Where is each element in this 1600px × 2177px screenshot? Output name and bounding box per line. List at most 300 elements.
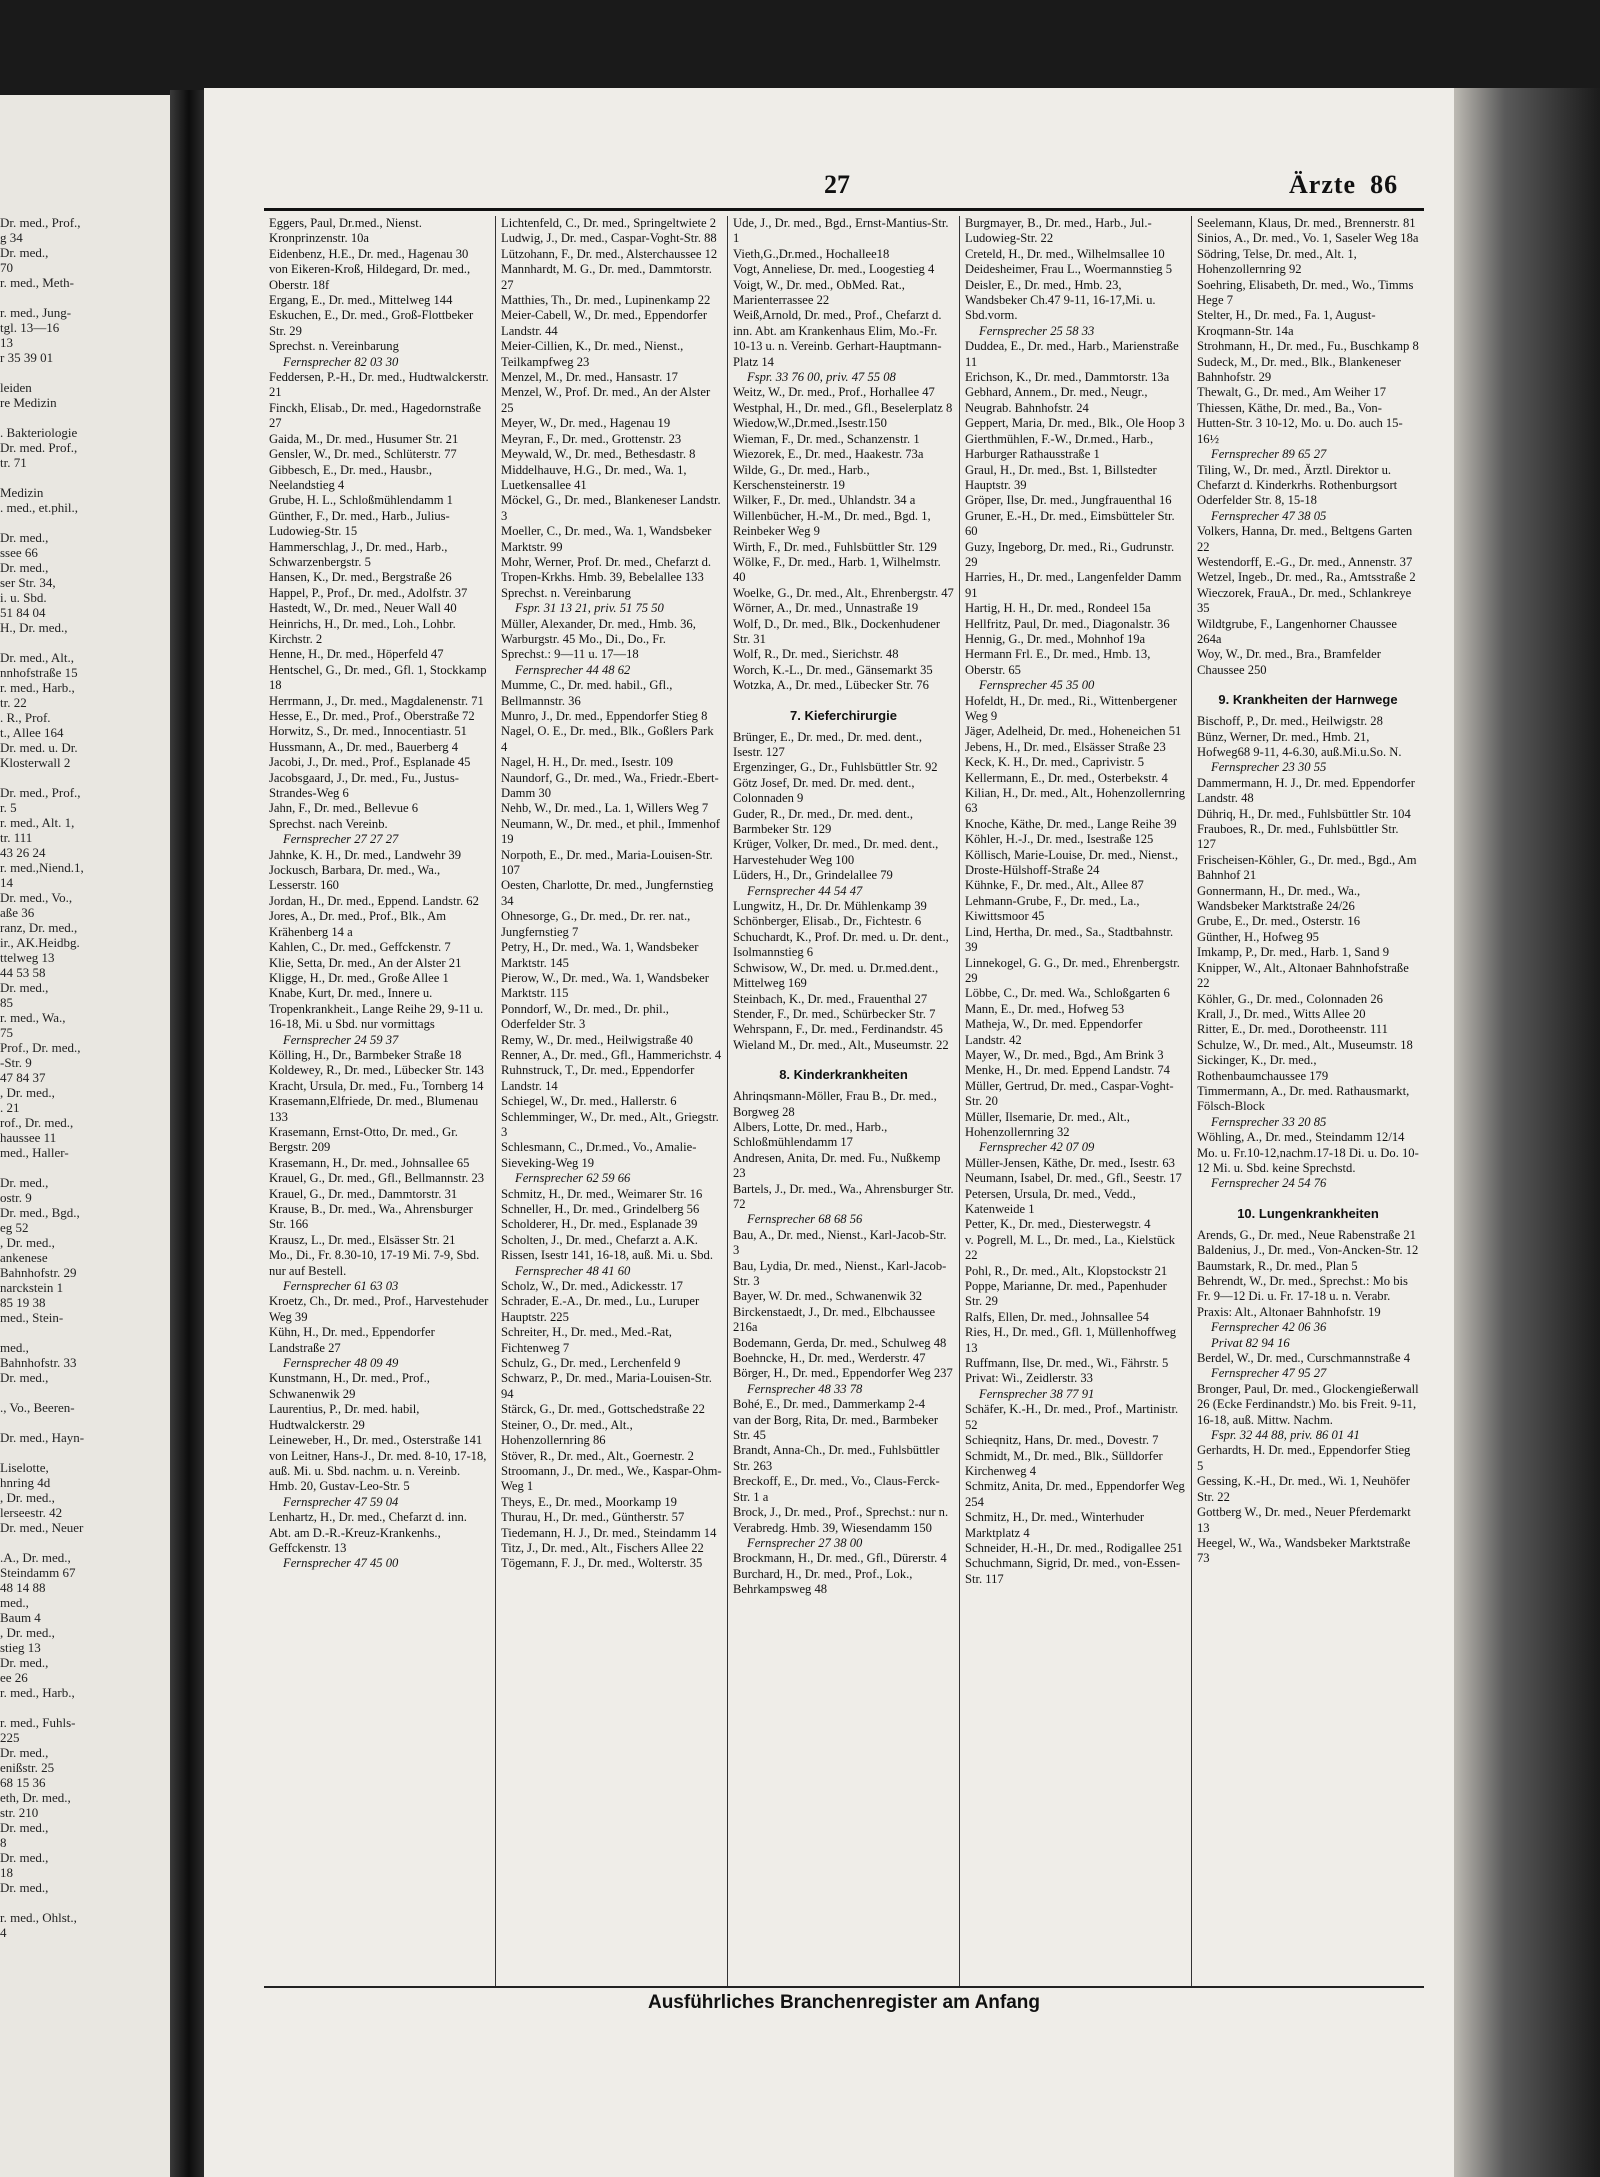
- listing-entry: Ruhnstruck, T., Dr. med., Eppendorfer Landstr. 14: [501, 1063, 695, 1093]
- left-page-line: . Bakteriologie: [0, 425, 78, 440]
- left-page-line: Bahnhofstr. 29: [0, 1265, 77, 1280]
- listing-entry: Wotzka, A., Dr. med., Lübecker Str. 76: [733, 678, 929, 693]
- left-page-line: [0, 1160, 168, 1175]
- left-page-line: Dr. med.,: [0, 1850, 49, 1865]
- listing-entry: Wöhling, A., Dr. med., Steindamm 12/14 Mo. u. Fr.10-12,nachm.17-18 Di. u. Do. 10-12 Mi. u. Sbd. keine Sprechstd.: [1197, 1130, 1419, 1175]
- left-page-line: [0, 1895, 168, 1910]
- listing-entry: Börger, H., Dr. med., Eppendorfer Weg 237: [733, 1366, 953, 1381]
- left-page-line: 48 14 88: [0, 1580, 46, 1595]
- listing-entry: Kölling, H., Dr., Barmbeker Straße 18: [269, 1047, 462, 1062]
- section-number: 86: [1370, 170, 1399, 199]
- listing-entry: Jahnke, K. H., Dr. med., Landwehr 39: [269, 847, 462, 862]
- listing-entry: Schlemminger, W., Dr. med., Alt., Griegstr. 3: [501, 1109, 719, 1139]
- left-page-line: Dr. med.,: [0, 1820, 49, 1835]
- listing-entry: Knipper, W., Alt., Altonaer Bahnhofstraße 22: [1197, 960, 1409, 991]
- listing-entry: Hentschel, G., Dr. med., Gfl. 1, Stockkamp 18: [269, 662, 487, 693]
- phone-line: Fernsprecher 48 41 60: [515, 1263, 631, 1278]
- listing-entry: Sickinger, K., Dr. med., Rothenbaumchaussee 179: [1197, 1053, 1329, 1083]
- listing-entry: Müller-Jensen, Käthe, Dr. med., Isestr. 63: [965, 1155, 1175, 1170]
- left-page-line: -Str. 9: [0, 1055, 32, 1070]
- listing-entry: Thurau, H., Dr. med., Güntherstr. 57: [501, 1510, 685, 1525]
- listing-entry: Krall, J., Dr. med., Witts Allee 20: [1197, 1006, 1366, 1021]
- left-page-line: med., Haller-: [0, 1145, 69, 1160]
- left-page-line: Dr. med., Prof.,: [0, 215, 81, 230]
- listing-entry: Wetzel, Ingeb., Dr. med., Ra., Amtsstraße 2: [1197, 570, 1416, 585]
- listing-entry: Grube, H. L., Schloßmühlendamm 1: [269, 493, 453, 508]
- listing-entry: Krausz, L., Dr. med., Elsässer Str. 21: [269, 1232, 456, 1247]
- listing-entry: Westphal, H., Dr. med., Gfl., Beselerplatz 8: [733, 400, 953, 415]
- listing-entry: Ude, J., Dr. med., Bgd., Ernst-Mantius-Str. 1: [733, 216, 949, 246]
- left-page-line: r. med., Wa.,: [0, 1010, 66, 1025]
- listing-entry: Schiegel, W., Dr. med., Hallerstr. 6: [501, 1094, 677, 1109]
- left-page-line: 44 53 58: [0, 965, 46, 980]
- left-page-line: . 21: [0, 1100, 20, 1115]
- listing-entry: Ahrinqsmann-Möller, Frau B., Dr. med., Borgweg 28: [733, 1089, 937, 1119]
- phone-line: Fernsprecher 33 20 85: [1211, 1114, 1327, 1129]
- left-page-line: [0, 1535, 168, 1550]
- left-page-line: Dr. med., Bgd.,: [0, 1205, 80, 1220]
- column-4: [960, 216, 1192, 1988]
- listing-entry: Imkamp, P., Dr. med., Harb. 1, Sand 9: [1197, 945, 1390, 960]
- listing-entry: Bischoff, P., Dr. med., Heilwigstr. 28: [1197, 714, 1383, 729]
- listing-entry: Schäfer, K.-H., Dr. med., Prof., Martinistr. 52: [965, 1402, 1179, 1432]
- left-page-line: 43 26 24: [0, 845, 46, 860]
- listing-entry: Schulze, W., Dr. med., Alt., Museumstr. 18: [1197, 1037, 1413, 1052]
- listing-entry: Ries, H., Dr. med., Gfl. 1, Müllenhoffweg 13: [965, 1325, 1177, 1355]
- phone-line: Fernsprecher 89 65 27: [1211, 447, 1327, 462]
- left-page-line: [0, 290, 168, 305]
- listing-entry: Baumstark, R., Dr. med., Plan 5: [1197, 1258, 1358, 1273]
- listing-entry: Wieland M., Dr. med., Alt., Museumstr. 22: [733, 1037, 949, 1052]
- listing-entry: Wildtgrube, F., Langenhorner Chaussee 264a: [1197, 616, 1397, 646]
- listing-entry: Stelter, H., Dr. med., Fa. 1, August-Kroqmann-Str. 14a: [1197, 308, 1376, 338]
- listing-entry: Tiedemann, H. J., Dr. med., Steindamm 14: [501, 1525, 717, 1540]
- listing-entry: Thiessen, Käthe, Dr. med., Ba., Von-Hutten-Str. 3 10-12, Mo. u. Do. auch 15-16½: [1197, 400, 1403, 446]
- left-page-line: r. med., Harb.,: [0, 680, 75, 695]
- listing-entry: Laurentius, P., Dr. med. habil, Hudtwalckerstr. 29: [269, 1402, 420, 1432]
- listing-entry: Sprechst. n. Vereinbarung: [269, 339, 399, 354]
- left-page-line: [0, 365, 168, 380]
- listing-entry: Hesse, E., Dr. med., Prof., Oberstraße 72: [269, 709, 475, 723]
- left-page-line: med.,: [0, 1340, 29, 1355]
- left-page-line: Steindamm 67: [0, 1565, 76, 1580]
- listing-entry: Vieth,G.,Dr.med., Hochallee18: [733, 246, 890, 261]
- listing-entry: Menzel, W., Prof. Dr. med., An der Alster 25: [501, 385, 711, 415]
- phone-line: Fernsprecher 68 68 56: [747, 1212, 863, 1227]
- phone-line: Fernsprecher 27 27 27: [283, 832, 399, 847]
- listing-entry: Schwisow, W., Dr. med. u. Dr.med.dent., Mittelweg 169: [733, 960, 939, 991]
- listing-entry: Dühriq, H., Dr. med., Fuhlsbüttler Str. 104: [1197, 806, 1411, 821]
- listing-entry: Menke, H., Dr. med. Eppend Landstr. 74: [965, 1063, 1170, 1078]
- listing-columns: [264, 216, 1424, 1988]
- listing-entry: Kracht, Ursula, Dr. med., Fu., Tornberg 14: [269, 1078, 484, 1093]
- listing-entry: Kunstmann, H., Dr. med., Prof., Schwanenwik 29: [269, 1371, 430, 1401]
- listing-entry: Herrmann, J., Dr. med., Magdalenenstr. 71: [269, 693, 484, 708]
- listing-entry: Feddersen, P.-H., Dr. med., Hudtwalckerstr. 21: [269, 370, 489, 400]
- listing-entry: van der Borg, Rita, Dr. med., Barmbeker Str. 45: [733, 1412, 939, 1443]
- listing-entry: Bodemann, Gerda, Dr. med., Schulweg 48: [733, 1335, 947, 1350]
- column-3: [728, 216, 960, 1988]
- listing-entry: Stender, F., Dr. med., Schürbecker Str. 7: [733, 1006, 936, 1021]
- left-page-line: H., Dr. med.,: [0, 620, 68, 635]
- listing-entry: Kilian, H., Dr. med., Alt., Hohenzollernring 63: [965, 786, 1186, 816]
- left-page-line: tr. 71: [0, 455, 27, 470]
- listing-entry: Ergenzinger, G., Dr., Fuhlsbüttler Str. 92: [733, 760, 938, 775]
- listing-entry: Müller, Gertrud, Dr. med., Caspar-Voght-Str. 20: [965, 1078, 1174, 1109]
- listing-entry: Knoche, Käthe, Dr. med., Lange Reihe 39: [965, 816, 1177, 831]
- listing-entry: Andresen, Anita, Dr. med. Fu., Nußkemp 23: [733, 1150, 941, 1181]
- left-page-line: eg 52: [0, 1220, 29, 1235]
- listing-entry: Wieman, F., Dr. med., Schanzenstr. 1: [733, 431, 920, 446]
- listing-entry: Frischeisen-Köhler, G., Dr. med., Bgd., Am Bahnhof 21: [1197, 852, 1417, 883]
- left-page-line: Dr. med., Alt.,: [0, 650, 75, 665]
- phone-line: Fspr. 31 13 21, priv. 51 75 50: [515, 601, 664, 616]
- listing-entry: Hennig, G., Dr. med., Mohnhof 19a: [965, 631, 1146, 646]
- listing-entry: von Leitner, Hans-J., Dr. med. 8-10, 17-18, auß. Mi. u. Sbd. nachm. u. n. Vereinb. Hmb. 20, Gustav-Leo-Str. 5: [269, 1448, 487, 1494]
- left-page-line: med., Stein-: [0, 1310, 64, 1325]
- phone-line: Privat 82 94 16: [1211, 1335, 1290, 1350]
- listing-entry: Willenbücher, H.-M., Dr. med., Bgd. 1, Reinbeker Weg 9: [733, 508, 931, 539]
- column-2: [496, 216, 728, 1988]
- left-page-line: [0, 635, 168, 650]
- listing-entry: Lind, Hertha, Dr. med., Sa., Stadtbahnstr. 39: [965, 924, 1174, 955]
- left-page-line: . med., et.phil.,: [0, 500, 78, 515]
- listing-entry: Brünger, E., Dr. med., Dr. med. dent., Isestr. 127: [733, 729, 923, 759]
- listing-entry: Deisler, E., Dr. med., Hmb. 23, Wandsbeker Ch.47 9-11, 16-17,Mi. u. Sbd.vorm.: [965, 277, 1156, 323]
- listing-entry: Stroomann, J., Dr. med., We., Kaspar-Ohm-Weg 1: [501, 1463, 722, 1494]
- listing-entry: Burchard, H., Dr. med., Prof., Lok., Behrkampsweg 48: [733, 1566, 913, 1597]
- left-page-line: ostr. 9: [0, 1190, 32, 1205]
- listing-entry: Strohmann, H., Dr. med., Fu., Buschkamp 8: [1197, 339, 1419, 354]
- listing-entry: Tögemann, F. J., Dr. med., Wolterstr. 35: [501, 1556, 703, 1571]
- listing-entry: Kellermann, E., Dr. med., Osterbekstr. 4: [965, 770, 1168, 785]
- listing-entry: Gaida, M., Dr. med., Husumer Str. 21: [269, 431, 459, 446]
- listing-entry: Krüger, Volker, Dr. med., Dr. med. dent., Harvestehuder Weg 100: [733, 837, 939, 867]
- left-page-line: Klosterwall 2: [0, 755, 71, 770]
- listing-entry: Koldewey, R., Dr. med., Lübecker Str. 143: [269, 1063, 484, 1078]
- listing-entry: Brockmann, H., Dr. med., Gfl., Dürerstr. 4: [733, 1551, 947, 1566]
- listing-entry: Guder, R., Dr. med., Dr. med. dent., Barmbeker Str. 129: [733, 806, 913, 837]
- listing-entry: Boehncke, H., Dr. med., Werderstr. 47: [733, 1351, 926, 1366]
- listing-entry: Müller, Alexander, Dr. med., Hmb. 36, Warburgstr. 45 Mo., Di., Do., Fr.: [501, 616, 696, 646]
- listing-entry: Graul, H., Dr. med., Bst. 1, Billstedter Hauptstr. 39: [965, 462, 1157, 492]
- left-page-line: g 34: [0, 230, 23, 245]
- listing-entry: Köhler, G., Dr. med., Colonnaden 26: [1197, 991, 1383, 1006]
- left-page-line: 13: [0, 335, 13, 350]
- listing-entry: Schlesmann, C., Dr.med., Vo., Amalie-Sieveking-Weg 19: [501, 1140, 697, 1170]
- footer-note: Ausführliches Branchenregister am Anfang: [647, 1992, 1041, 2013]
- left-page-line: med.,: [0, 1595, 29, 1610]
- left-page-line: Dr. med.,: [0, 1880, 49, 1895]
- listing-entry: Mohr, Werner, Prof. Dr. med., Chefarzt d. Tropen-Krkhs. Hmb. 39, Bebelallee 133: [501, 554, 712, 585]
- listing-entry: Weiß,Arnold, Dr. med., Prof., Chefarzt d. inn. Abt. am Krankenhaus Elim, Mo.-Fr. 10-13 u. n. Vereinb. Gerhart-Hauptmann-Platz 14: [733, 308, 942, 369]
- listing-entry: Lützohann, F., Dr. med., Alsterchaussee 12: [501, 246, 718, 261]
- left-page-line: r. 5: [0, 800, 17, 815]
- listing-entry: Meier-Cabell, W., Dr. med., Eppendorfer Landstr. 44: [501, 308, 708, 338]
- left-page-line: Dr. med.,: [0, 1175, 49, 1190]
- listing-entry: Gierthmühlen, F.-W., Dr.med., Harb., Harburger Rathausstraße 1: [965, 431, 1154, 462]
- listing-entry: Stärck, G., Dr. med., Gottschedstraße 22: [501, 1402, 705, 1417]
- left-facing-page: [0, 95, 170, 2177]
- listing-entry: Jockusch, Barbara, Dr. med., Wa., Lesserstr. 160: [269, 863, 441, 893]
- listing-entry: Gonnermann, H., Dr. med., Wa., Wandsbeker Marktstraße 24/26: [1197, 883, 1361, 914]
- subsection-heading: 9. Krankheiten der Harnwege: [1218, 692, 1398, 708]
- listing-entry: Horwitz, S., Dr. med., Innocentiastr. 51: [269, 724, 467, 739]
- listing-entry: Schneider, H.-H., Dr. med., Rodigallee 251: [965, 1540, 1183, 1555]
- phone-line: Fernsprecher 38 77 91: [979, 1386, 1095, 1401]
- left-page-line: nnhofstraße 15: [0, 665, 78, 680]
- listing-entry: Möckel, G., Dr. med., Blankeneser Landstr. 3: [501, 493, 721, 523]
- left-page-line: , Dr. med.,: [0, 1235, 55, 1250]
- listing-entry: Stöver, R., Dr. med., Alt., Goernestr. 2: [501, 1448, 694, 1463]
- listing-entry: Meyer, W., Dr. med., Hagenau 19: [501, 416, 671, 431]
- listing-entry: Poppe, Marianne, Dr. med., Papenhuder Str. 29: [965, 1279, 1167, 1309]
- left-page-line: Liselotte,: [0, 1460, 49, 1475]
- listing-entry: Middelhauve, H.G., Dr. med., Wa. 1, Luetkensallee 41: [501, 462, 687, 492]
- listing-entry: Woy, W., Dr. med., Bra., Bramfelder Chaussee 250: [1197, 647, 1381, 677]
- left-page-line: [0, 1385, 168, 1400]
- listing-entry: Hermann Frl. E., Dr. med., Hmb. 13, Oberstr. 65: [965, 647, 1151, 677]
- listing-entry: Hastedt, W., Dr. med., Neuer Wall 40: [269, 601, 457, 616]
- listing-entry: Seelemann, Klaus, Dr. med., Brennerstr. 81: [1197, 216, 1416, 230]
- listing-entry: Weitz, W., Dr. med., Prof., Horhallee 47: [733, 385, 935, 400]
- listing-entry: Ludwig, J., Dr. med., Caspar-Voght-Str. 88: [501, 231, 717, 246]
- listing-entry: Bartels, J., Dr. med., Wa., Ahrensburger Str. 72: [733, 1181, 954, 1211]
- listing-entry: Lehmann-Grube, F., Dr. med., La., Kiwittsmoor 45: [965, 893, 1140, 924]
- listing-entry: Klie, Setta, Dr. med., An der Alster 21: [269, 955, 462, 970]
- listing-entry: Wörner, A., Dr. med., Unnastraße 19: [733, 601, 919, 616]
- listing-entry: Titz, J., Dr. med., Alt., Fischers Allee 22: [501, 1540, 704, 1555]
- listing-entry: Gerhardts, H. Dr. med., Eppendorfer Stieg 5: [1197, 1443, 1411, 1473]
- left-page-line: Dr. med.,: [0, 245, 49, 260]
- listing-entry: Wiezorek, E., Dr. med., Haakestr. 73a: [733, 447, 924, 462]
- listing-entry: Meier-Cillien, K., Dr. med., Nienst., Teilkampfweg 23: [501, 339, 684, 369]
- left-page-line: [0, 770, 168, 785]
- scanner-edge: [1454, 88, 1600, 2177]
- listing-entry: Heegel, W., Wa., Wandsbeker Marktstraße 73: [1197, 1535, 1411, 1566]
- listing-entry: Jebens, H., Dr. med., Elsässer Straße 23: [965, 739, 1166, 754]
- listing-entry: Timmermann, A., Dr. med. Rathausmarkt, Fölsch-Block: [1197, 1083, 1410, 1114]
- listing-entry: Berdel, W., Dr. med., Curschmannstraße 4: [1197, 1351, 1411, 1366]
- listing-entry: Schulz, G., Dr. med., Lerchenfeld 9: [501, 1356, 681, 1371]
- listing-entry: Jores, A., Dr. med., Prof., Blk., Am Krähenberg 14 a: [269, 909, 447, 939]
- listing-entry: Mann, E., Dr. med., Hofweg 53: [965, 1001, 1125, 1016]
- listing-entry: Hellfritz, Paul, Dr. med., Diagonalstr. 36: [965, 616, 1170, 631]
- left-page-line: ankenese: [0, 1250, 48, 1265]
- listing-entry: Jacobsgaard, J., Dr. med., Fu., Justus-Strandes-Weg 6: [269, 770, 459, 801]
- listing-entry: Gibbesch, E., Dr. med., Hausbr., Neelandstieg 4: [269, 462, 432, 492]
- left-page-line: r. med., Fuhls-: [0, 1715, 76, 1730]
- phone-line: Fernsprecher 44 48 62: [515, 662, 631, 677]
- listing-entry: Wiedow,W.,Dr.med.,Isestr.150: [733, 416, 887, 431]
- listing-entry: Jacobi, J., Dr. med., Prof., Esplanade 45: [269, 755, 471, 770]
- listing-entry: Gröper, Ilse, Dr. med., Jungfrauenthal 16: [965, 493, 1172, 508]
- listing-entry: Renner, A., Dr. med., Gfl., Hammerichstr. 4: [501, 1047, 722, 1062]
- listing-entry: Gensler, W., Dr. med., Schlüterstr. 77: [269, 447, 457, 462]
- listing-entry: Thewalt, G., Dr. med., Am Weiher 17: [1197, 385, 1387, 400]
- listing-entry: Pohl, R., Dr. med., Alt., Klopstockstr 21: [965, 1263, 1168, 1278]
- left-page-line: . R., Prof.: [0, 710, 51, 725]
- listing-entry: Brandt, Anna-Ch., Dr. med., Fuhlsbüttler Str. 263: [733, 1443, 940, 1473]
- left-page-line: narckstein 1: [0, 1280, 64, 1295]
- listing-entry: Eggers, Paul, Dr.med., Nienst. Kronprinzenstr. 10a: [269, 216, 422, 246]
- listing-entry: Kühn, H., Dr. med., Eppendorfer Landstraße 27: [269, 1325, 435, 1355]
- listing-entry: Meyran, F., Dr. med., Grottenstr. 23: [501, 431, 682, 446]
- listing-entry: Munro, J., Dr. med., Eppendorfer Stieg 8: [501, 709, 708, 723]
- left-page-line: Prof., Dr. med.,: [0, 1040, 81, 1055]
- listing-entry: Steiner, O., Dr. med., Alt., Hohenzollernring 86: [501, 1417, 633, 1448]
- listing-entry: Soehring, Elisabeth, Dr. med., Wo., Timms Hege 7: [1197, 277, 1414, 308]
- left-page-line: r. med., Harb.,: [0, 1685, 75, 1700]
- listing-entry: Gessing, K.-H., Dr. med., Wi. 1, Neuhöfer Str. 22: [1197, 1474, 1410, 1504]
- left-page-line: eth, Dr. med.,: [0, 1790, 71, 1805]
- listing-entry: Mumme, C., Dr. med. habil., Gfl., Bellmannstr. 36: [501, 678, 673, 708]
- listing-entry: Breckoff, E., Dr. med., Vo., Claus-Ferck-Str. 1 a: [733, 1474, 940, 1504]
- left-page-line: ttelweg 13: [0, 950, 55, 965]
- listing-entry: Bohé, E., Dr. med., Dammerkamp 2-4: [733, 1397, 926, 1412]
- phone-line: Fernsprecher 25 58 33: [979, 323, 1095, 338]
- listing-entry: Keck, K. H., Dr. med., Caprivistr. 5: [965, 755, 1145, 770]
- listing-entry: Neumann, Isabel, Dr. med., Gfl., Seestr. 17: [965, 1171, 1182, 1186]
- left-page-line: enißstr. 25: [0, 1760, 55, 1775]
- listing-entry: Guzy, Ingeborg, Dr. med., Ri., Gudrunstr. 29: [965, 539, 1175, 569]
- left-page-line: Dr. med. u. Dr.: [0, 740, 78, 755]
- listing-entry: Eskuchen, E., Dr. med., Groß-Flottbeker Str. 29: [269, 308, 474, 338]
- listing-entry: Bau, A., Dr. med., Nienst., Karl-Jacob-Str. 3: [733, 1227, 947, 1258]
- listing-entry: Schreiter, H., Dr. med., Med.-Rat, Fichtenweg 7: [501, 1325, 672, 1355]
- listing-entry: Södring, Telse, Dr. med., Alt. 1, Hohenzollernring 92: [1197, 246, 1357, 277]
- footer-rule: [264, 1986, 1424, 1988]
- listing-entry: Ponndorf, W., Dr. med., Dr. phil., Oderfelder Str. 3: [501, 1001, 669, 1032]
- listing-entry: Voigt, W., Dr. med., ObMed. Rat., Marienterrassee 22: [733, 277, 905, 308]
- phone-line: Fernsprecher 47 38 05: [1211, 508, 1327, 523]
- listing-entry: Bau, Lydia, Dr. med., Nienst., Karl-Jacob-Str. 3: [733, 1258, 947, 1288]
- left-page-line: i. u. Sbd.: [0, 590, 47, 605]
- listing-entry: Eidenbenz, H.E., Dr. med., Hagenau 30: [269, 246, 469, 261]
- listing-entry: Arends, G., Dr. med., Neue Rabenstraße 21: [1197, 1227, 1416, 1242]
- section-heading: [1289, 170, 1398, 200]
- left-page-line: r. med., Ohlst.,: [0, 1910, 77, 1925]
- listing-entry: Jordan, H., Dr. med., Eppend. Landstr. 62: [269, 893, 479, 908]
- left-page-line: r. med., Jung-: [0, 305, 72, 320]
- listing-entry: Wolf, D., Dr. med., Blk., Dockenhudener Str. 31: [733, 616, 941, 646]
- listing-entry: Duddea, E., Dr. med., Harb., Marienstraße 11: [965, 339, 1179, 369]
- left-page-line: hnring 4d: [0, 1475, 51, 1490]
- listing-entry: Leineweber, H., Dr. med., Osterstraße 141: [269, 1433, 483, 1448]
- listing-entry: Schieqnitz, Hans, Dr. med., Dovestr. 7: [965, 1433, 1159, 1448]
- phone-line: Fernsprecher 47 59 04: [283, 1494, 399, 1509]
- left-page-line: Bahnhofstr. 33: [0, 1355, 77, 1370]
- listing-entry: Creteld, H., Dr. med., Wilhelmsallee 10: [965, 246, 1165, 261]
- listing-entry: Schmitz, H., Dr. med., Winterhuder Marktplatz 4: [965, 1510, 1145, 1540]
- left-page-line: ser Str. 34,: [0, 575, 56, 590]
- left-page-line: [0, 515, 168, 530]
- listing-entry: Wirth, F., Dr. med., Fuhlsbüttler Str. 129: [733, 539, 937, 554]
- left-page-line: Dr. med.,: [0, 980, 49, 995]
- listing-entry: Birckenstaedt, J., Dr. med., Elbchaussee 216a: [733, 1304, 936, 1335]
- listing-entry: Hansen, K., Dr. med., Bergstraße 26: [269, 570, 452, 585]
- left-page-line: 51 84 04: [0, 605, 46, 620]
- listing-entry: Matheja, W., Dr. med. Eppendorfer Landstr. 42: [965, 1017, 1143, 1047]
- left-page-line: Dr. med. Prof.,: [0, 440, 78, 455]
- listing-entry: Ohnesorge, G., Dr. med., Dr. rer. nat., Jungfernstieg 7: [501, 909, 691, 939]
- left-page-line: tr. 22: [0, 695, 27, 710]
- left-page-line: str. 210: [0, 1805, 39, 1820]
- left-page-line: ranz, Dr. med.,: [0, 920, 78, 935]
- listing-entry: Hussmann, A., Dr. med., Bauerberg 4: [269, 739, 458, 754]
- listing-entry: Sprechst. n. Vereinbarung: [501, 585, 631, 600]
- column-1: [264, 216, 496, 1988]
- left-page-line: r. med., Meth-: [0, 275, 75, 290]
- phone-line: Fernsprecher 48 09 49: [283, 1356, 399, 1371]
- listing-entry: Scholz, W., Dr. med., Adickesstr. 17: [501, 1279, 683, 1294]
- listing-entry: Pierow, W., Dr. med., Wa. 1, Wandsbeker Marktstr. 115: [501, 970, 709, 1001]
- listing-entry: Köhler, H.-J., Dr. med., Isestraße 125: [965, 832, 1154, 847]
- listing-entry: Löbbe, C., Dr. med. Wa., Schloßgarten 6: [965, 986, 1170, 1001]
- left-page-line: Medizin: [0, 485, 44, 500]
- left-page-line: , Dr. med.,: [0, 1490, 55, 1505]
- phone-line: Fernsprecher 47 95 27: [1211, 1366, 1327, 1381]
- listing-entry: Krauel, G., Dr. med., Gfl., Bellmannstr. 23: [269, 1171, 485, 1186]
- listing-entry: Jäger, Adelheid, Dr. med., Hoheneichen 51: [965, 724, 1182, 739]
- left-page-line: Dr. med.,: [0, 530, 49, 545]
- listing-entry: Lungwitz, H., Dr. Dr. Mühlenkamp 39: [733, 899, 927, 914]
- phone-line: Fernsprecher 61 63 03: [283, 1279, 399, 1294]
- listing-entry: Scholderer, H., Dr. med., Esplanade 39: [501, 1217, 698, 1232]
- listing-entry: Vogt, Anneliese, Dr. med., Loogestieg 4: [733, 262, 935, 277]
- left-page-line: Dr. med., Prof.,: [0, 785, 81, 800]
- listing-entry: Petersen, Ursula, Dr. med., Vedd., Katenweide 1: [965, 1186, 1136, 1216]
- left-page-line: t., Allee 164: [0, 725, 64, 740]
- listing-entry: Hartig, H. H., Dr. med., Rondeel 15a: [965, 601, 1151, 616]
- listing-entry: Wilker, F., Dr. med., Uhlandstr. 34 a: [733, 493, 916, 508]
- left-page-line: Baum 4: [0, 1610, 41, 1625]
- listing-entry: Deidesheimer, Frau L., Woermannstieg 5: [965, 262, 1173, 277]
- left-page-line: r 35 39 01: [0, 350, 54, 365]
- listing-entry: Mannhardt, M. G., Dr. med., Dammtorstr. 27: [501, 262, 712, 292]
- left-page-line: [0, 1700, 168, 1715]
- listing-entry: Norpoth, E., Dr. med., Maria-Louisen-Str. 107: [501, 847, 713, 878]
- listing-entry: Kahlen, C., Dr. med., Geffckenstr. 7: [269, 940, 451, 955]
- left-page-line: [0, 1445, 168, 1460]
- listing-entry: Ralfs, Ellen, Dr. med., Johnsallee 54: [965, 1309, 1149, 1324]
- left-page-line: r. med., Alt. 1,: [0, 815, 75, 830]
- left-page-line: 14: [0, 875, 13, 890]
- listing-entry: Sprechst.: 9—11 u. 17—18: [501, 647, 639, 662]
- column-5: [1192, 216, 1424, 1988]
- left-page-line: Dr. med.,: [0, 560, 49, 575]
- listing-entry: Wölke, F., Dr. med., Harb. 1, Wilhelmstr. 40: [733, 554, 941, 585]
- listing-entry: Neumann, W., Dr. med., et phil., Immenhof 19: [501, 816, 720, 847]
- listing-entry: Schwarz, P., Dr. med., Maria-Louisen-Str. 94: [501, 1371, 712, 1401]
- page-header: [204, 170, 1454, 210]
- left-page-line: 4: [0, 1925, 7, 1940]
- listing-entry: Krasemann, H., Dr. med., Johnsallee 65: [269, 1155, 470, 1170]
- left-page-line: stieg 13: [0, 1640, 41, 1655]
- listing-entry: v. Pogrell, M. L., Dr. med., La., Kielstück 22: [965, 1232, 1176, 1263]
- listing-entry: Behrendt, W., Dr. med., Sprechst.: Mo bis Fr. 9—12 Di. u. Fr. 17-18 u. n. Verabr. Praxis: Alt., Altonaer Bahnhofstr. 19: [1197, 1274, 1408, 1319]
- phone-line: Fspr. 32 44 88, priv. 86 01 41: [1211, 1428, 1360, 1443]
- listing-entry: Lüders, H., Dr., Grindelallee 79: [733, 868, 893, 883]
- phone-line: Fernsprecher 62 59 66: [515, 1171, 631, 1186]
- listing-entry: Schmitz, H., Dr. med., Weimarer Str. 16: [501, 1186, 703, 1201]
- left-page-line: ir., AK.Heidbg.: [0, 935, 80, 950]
- left-page-line: Dr. med., Hayn-: [0, 1430, 85, 1445]
- left-page-line: [0, 1325, 168, 1340]
- left-page-line: 8: [0, 1835, 7, 1850]
- listing-entry: Hammerschlag, J., Dr. med., Harb., Schwarzenbergstr. 5: [269, 539, 448, 569]
- listing-entry: Sudeck, M., Dr. med., Blk., Blankeneser Bahnhofstr. 29: [1197, 354, 1401, 385]
